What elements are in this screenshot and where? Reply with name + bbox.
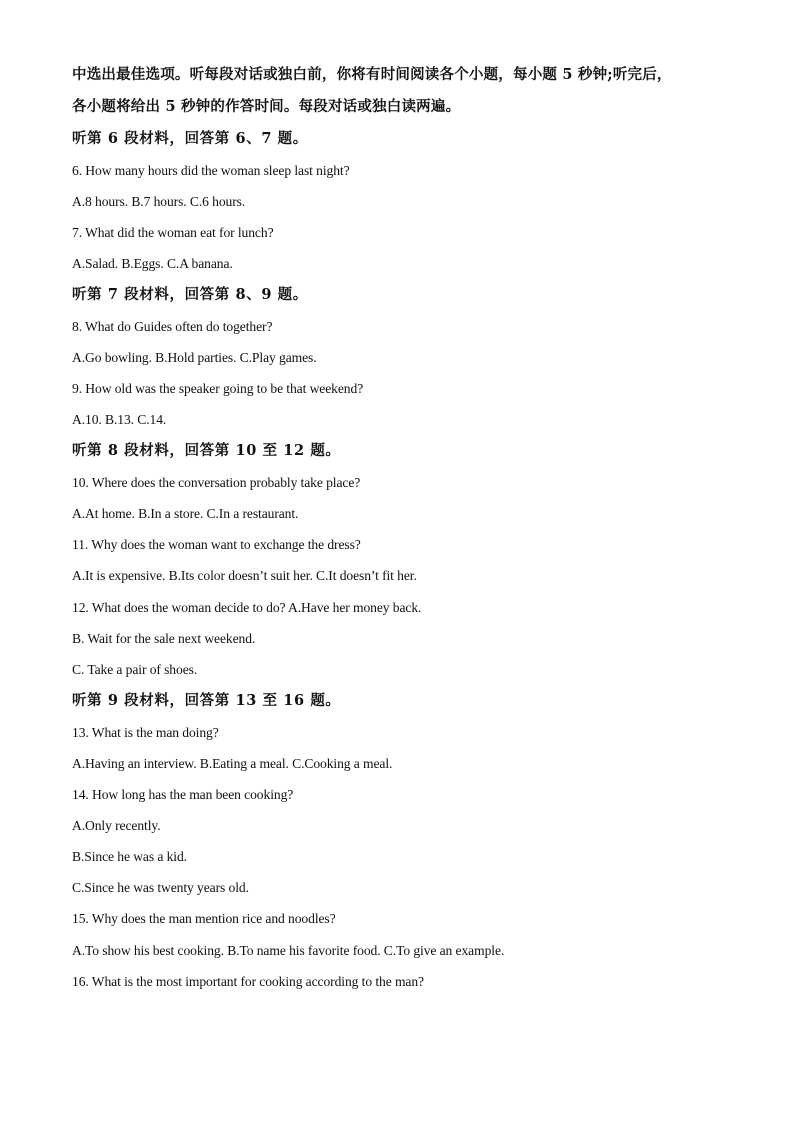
question-text: 15. Why does the man mention rice and noodles? [72,911,336,926]
question-text: 8. What do Guides often do together? [72,319,273,334]
answer-options: A.Go bowling. B.Hold parties. C.Play games. [72,350,317,365]
question-text: 12. What does the woman decide to do? A.Have her money back. [72,600,422,615]
answer-options: A.8 hours. B.7 hours. C.6 hours. [72,194,246,209]
answer-options: A.It is expensive. B.Its color doesn’t suit her. C.It doesn’t fit her. [72,568,417,583]
question-text: 16. What is the most important for cooking according to the man? [72,974,424,989]
question-text: 9. How old was the speaker going to be that weekend? [72,381,364,396]
section-heading: 听第 9 段材料，回答第 13 至 16 题。 [72,692,341,709]
answer-options: A.Salad. B.Eggs. C.A banana. [72,256,233,271]
answer-options: A.At home. B.In a store. C.In a restaurant. [72,506,299,521]
answer-option: B.Since he was a kid. [72,849,187,864]
question-text: 11. Why does the woman want to exchange the dress? [72,537,361,552]
answer-option: C. Take a pair of shoes. [72,662,198,677]
question-text: 10. Where does the conversation probably take place? [72,475,361,490]
intro-line: 中选出最佳选项。听每段对话或独白前，你将有时间阅读各个小题，每小题 5 秒钟;听完后， [72,66,672,83]
answer-option: C.Since he was twenty years old. [72,880,249,895]
answer-options: A.Having an interview. B.Eating a meal. C.Cooking a meal. [72,756,393,771]
question-text: 6. How many hours did the woman sleep last night? [72,163,350,178]
question-text: 7. What did the woman eat for lunch? [72,225,274,240]
answer-option: A.Only recently. [72,818,161,833]
answer-options: A.To show his best cooking. B.To name his favorite food. C.To give an example. [72,943,505,958]
section-heading: 听第 8 段材料，回答第 10 至 12 题。 [72,442,341,459]
answer-option: B. Wait for the sale next weekend. [72,631,256,646]
answer-options: A.10. B.13. C.14. [72,412,167,427]
question-text: 13. What is the man doing? [72,725,219,740]
question-text: 14. How long has the man been cooking? [72,787,294,802]
section-heading: 听第 6 段材料，回答第 6、7 题。 [72,130,308,147]
intro-line: 各小题将给出 5 秒钟的作答时间。每段对话或独白读两遍。 [72,98,461,115]
section-heading: 听第 7 段材料，回答第 8、9 题。 [72,286,308,303]
